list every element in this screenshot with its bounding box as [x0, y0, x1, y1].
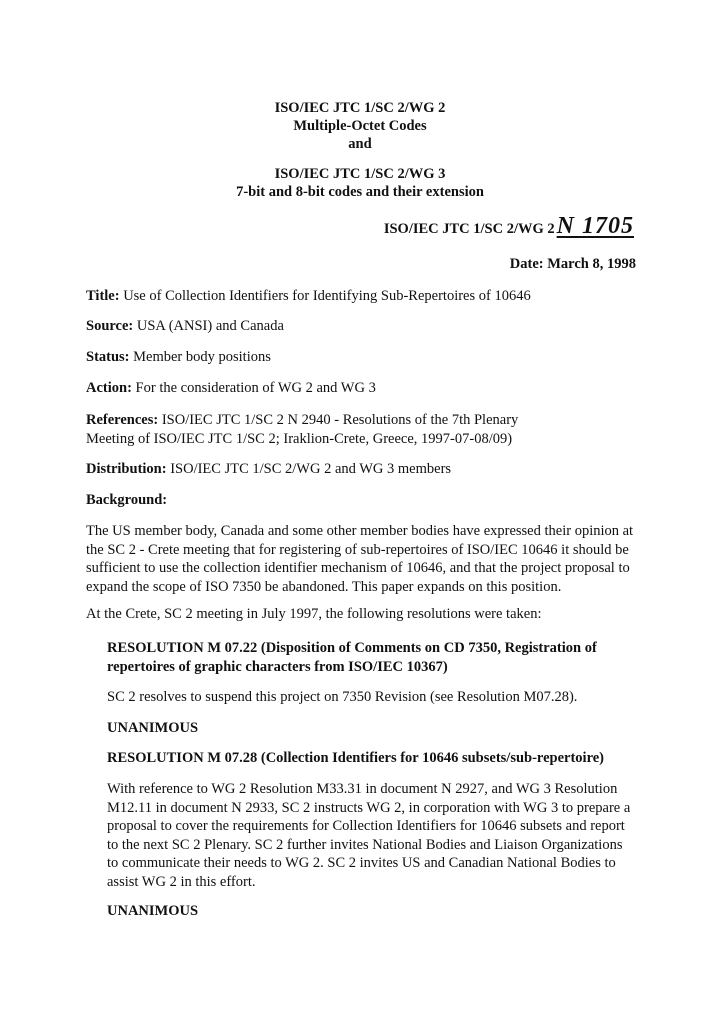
title-value: Use of Collection Identifiers for Identifying Sub-Repertoires of 10646 [123, 288, 531, 304]
date-label: Date: [509, 256, 544, 272]
references-label: References: [86, 412, 159, 428]
status-value: Member body positions [133, 349, 271, 365]
source-label: Source: [86, 318, 134, 334]
background-paragraph: The US member body, Canada and some other member bodies have expressed their opinion at the SC 2 - Crete meeting that for registering of sub-repertoires of ISO/IEC 10646 it should be sufficient to use the collection identifier mechanism of 10646, and that the project proposal to expand the scope of ISO 7350 be abandoned. This paper expands on this position. [86, 523, 634, 595]
document-number-prefix: ISO/IEC JTC 1/SC 2/WG 2 [383, 221, 555, 237]
date-value: March 8, 1998 [547, 256, 636, 272]
resolution-2-text: With reference to WG 2 Resolution M33.31 in document N 2927, and WG 3 Resolution M12.11 in document N 2933, SC 2 instructs WG 2, in corporation with WG 3 to prepare a proposal to cover the requirements for Collection Identifiers for 10646 subsets and report to the next SC 2 Plenary. SC 2 further invites National Bodies and Liaison Organizations to communicate their needs to WG 2. SC 2 invites US and Canadian National Bodies to assist WG 2 in this effort. [107, 781, 631, 890]
resolution-1-text: SC 2 resolves to suspend this project on 7350 Revision (see Resolution M07.28). [107, 689, 578, 705]
document-number-line [384, 213, 636, 240]
wg2-heading: ISO/IEC JTC 1/SC 2/WG 2 [274, 100, 446, 116]
background-label: Background: [86, 492, 168, 508]
document-number: N 1705 [556, 213, 634, 239]
references-value: ISO/IEC JTC 1/SC 2 N 2940 - Resolutions of the 7th Plenary Meeting of ISO/IEC JTC 1/SC 2; Iraklion-Crete, Greece, 1997-07-08/09) [86, 412, 519, 447]
source-field [86, 317, 646, 336]
status-field [86, 348, 646, 367]
action-label: Action: [86, 380, 132, 396]
distribution-label: Distribution: [86, 461, 167, 477]
action-value: For the consideration of WG 2 and WG 3 [135, 380, 376, 396]
title-label: Title: [86, 288, 120, 304]
wg3-subtitle: 7-bit and 8-bit codes and their extension [236, 184, 484, 200]
wg3-heading: ISO/IEC JTC 1/SC 2/WG 3 [274, 166, 446, 182]
title-field [86, 287, 646, 306]
resolution-1-heading: RESOLUTION M 07.22 (Disposition of Comments on CD 7350, Registration of repertoires of graphic characters from ISO/IEC 10367) [107, 640, 597, 675]
status-label: Status: [86, 349, 130, 365]
resolution-2-heading: RESOLUTION M 07.28 (Collection Identifiers for 10646 subsets/sub-repertoire) [107, 750, 605, 766]
source-value: USA (ANSI) and Canada [136, 318, 284, 334]
date-line [510, 256, 636, 273]
resolution-1-vote: UNANIMOUS [107, 720, 199, 736]
wg2-subtitle: Multiple-Octet Codes [293, 118, 427, 134]
distribution-field [86, 460, 646, 479]
background-heading [86, 491, 646, 510]
crete-paragraph: At the Crete, SC 2 meeting in July 1997, the following resolutions were taken: [86, 606, 542, 622]
resolution-2-vote: UNANIMOUS [107, 903, 199, 919]
distribution-value: ISO/IEC JTC 1/SC 2/WG 2 and WG 3 members [170, 461, 452, 477]
action-field [86, 379, 646, 398]
and-text: and [348, 136, 372, 152]
references-field [86, 411, 566, 449]
